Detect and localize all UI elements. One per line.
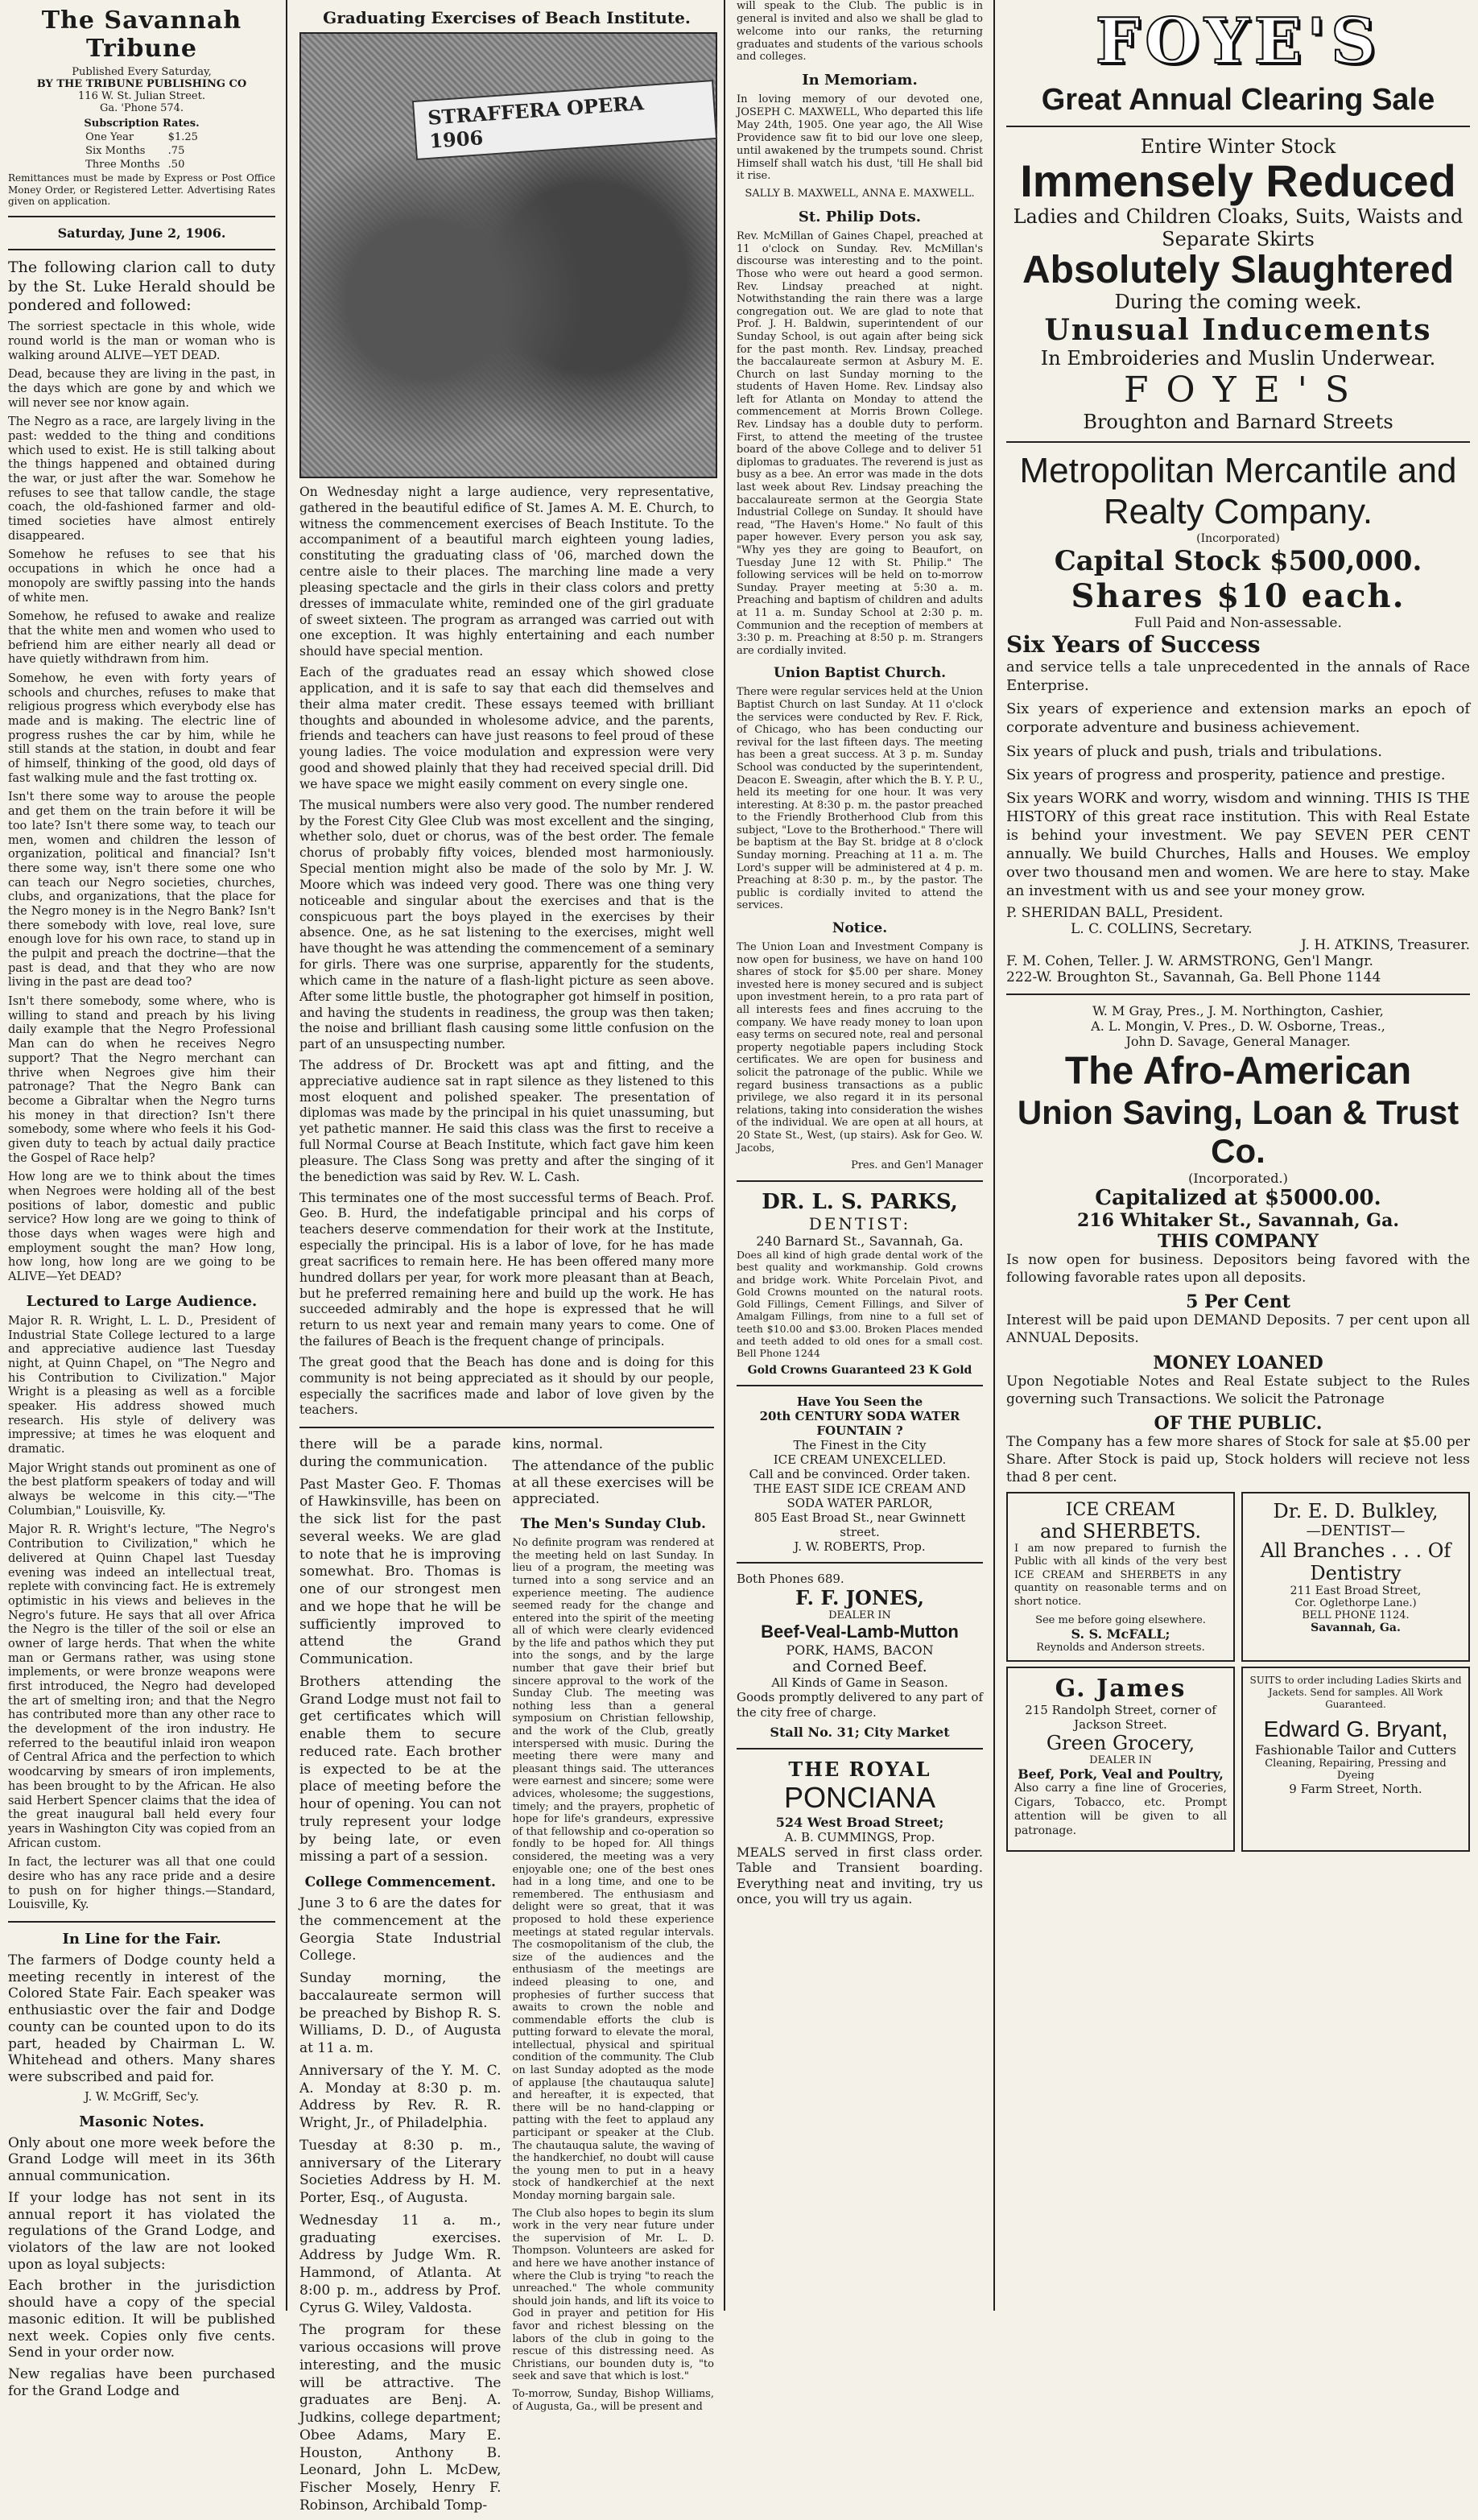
college-paragraph: The program for these various occasions will prove interesting, and the music will be attractive. The graduates are Benj. A. Judkins, college department; Obee Adams, Mary E. Houston, Anthony B. Leonard, John L. McDew, Fischer Mosely, Henry F. Robinson, Archibald Tomp- — [299, 2322, 502, 2514]
six-years-paragraph: and service tells a tale unprecedented in the annals of Race Enterprise. — [1006, 659, 1470, 695]
union-paragraph: There were regular services held at the Union Baptist Church on last Sunday. At 11 o'clock the services were conducted by Rev. F. Rick, of Chicago, who has been conducting our revival for the last fifteen days. The meeting has been a great success. At 3 p. m. Sunday School was conducted by the superintendent, Deacon E. Sweagin, after which the B. Y. P. U., held its meeting for one hour. It was very interesting. At 8:30 p. m. the pastor preached to the Friendly Brotherhood Club from this subject, "Love to the Brotherhood." There will be baptism at the Bay St. bridge at 8 o'clock Sunday morning. Preaching at 11 a. m. The Lord's supper will be administered at 4 p. m. Preaching at 8:30 p. m., by the pastor. The public is cordially invited to attend the services. — [737, 686, 983, 912]
clearing-sale: Great Annual Clearing Sale — [1041, 83, 1435, 117]
rate-label: Three Months — [85, 159, 160, 171]
dentist-address: 240 Barnard St., Savannah, Ga. — [756, 1233, 964, 1249]
foyes-logo: FOYE'S — [1095, 5, 1381, 78]
editorial-paragraph: Isn't there some way to arouse the people and get them on the train before it will be too late? Isn't there some way, to teach our men, women and children the lesson of organization, political and financial? Isn't there some way, isn't there some one who can teach our Negro societies, churches, clubs, and organizations, that the place for the Negro money is in the Negro Bank? Isn't there somebody with love, real love, sure enough love for his own race, to stand up in the pulpit and preach the doctrine—that the past is dead, and that they who are now living in the past are dead too? — [8, 791, 275, 989]
foyes-streets: Broughton and Barnard Streets — [1083, 411, 1393, 434]
rate-row — [82, 131, 201, 143]
of-the-public: OF THE PUBLIC. — [1154, 1413, 1323, 1435]
dentist-body: Does all kind of high grade dental work of the best quality and workmanship. Gold crowns and bridge work. White Porcelain Pivot, and Gold Crowns mounted on the natural roots. Gold Fillings, Cement Fillings, and Silver of Amalgam Fillings, from nine to a full set of teeth $10.00 and $3.00. Broken Places mended and teeth added to old ones for a small cost. Bell Phone 1244 — [737, 1249, 983, 1359]
royal-ad — [737, 1758, 983, 1907]
editorial-paragraph: Somehow he refuses to see that his occupations in which he once had a monopoly are swiftly passing into the hands of white men. — [8, 548, 275, 605]
dentist-ad — [737, 1190, 983, 1377]
soda-line: Call and be convinced. Order taken. — [749, 1467, 971, 1482]
six-years-paragraph: Six years of pluck and push, trials and tribulations. — [1006, 742, 1383, 760]
metropolitan-name: Metropolitan Mercantile and Realty Company. — [1019, 451, 1457, 531]
editorial-paragraph: The Negro as a race, are largely living in the past: wedded to the thing and conditions which used to exist. He is still talking about the things happened and obtained during the war, or just after the war. Somehow he refuses to see that tallow candle, the stage coach, the old-fashioned farmer and old-timed societies have almost entirely disappeared. — [8, 415, 275, 543]
mens-club-paragraph: No definite program was rendered at the meeting held on last Sunday. In lieu of a program, the meeting was turned into a song service and an experience meeting. The audience seemed ready for the change and entered into the spirit of the meeting all of which were clearly evidenced by the life and pathos which they put into the songs, and by the large number that gave their brief but sincere approval to the work of the Sunday Club. The meeting was nothing less than a general symposium on Christian fellowship, and the work of the Club, greatly interspersed with music. During the meeting there were many and pleasant things said. The utterances were earnest and sincere; some were advices, wholesome; the suggestions, timely; and the prayers, prophetic of hope for life's grandeurs, expressive of that fellowship and co-operation so fondly to be hoped for. All things considered, the meeting was a very enjoyable one; one of the best ones had in a long time, and one to be remembered. The enthusiasm and delight were so great, that it was proposed to hold these experience meetings at stated regular intervals. The cosmopolitanism of the club, the size of the audiences and the enthusiasm of the meetings are indeed pleasing to one, and prophesies of further success that awaits to crown the noble and commendable efforts the club is putting forward to elevate the moral, intellectual, physical and spiritual condition of the community. The Club on last Sunday adopted as the mode of applause [the chautauqua salute] and hereafter, it is expected, that there will be no hand-clapping or patting with the feet to applaud any participant or speaker at the Club. The chautauqua salute, the waving of the handkerchief, no doubt will cause the young men to put in a heavy stock of handkerchief at the next Monday morning bargain sale. — [512, 1537, 714, 2203]
dentist-guarantee: Gold Crowns Guaranteed 23 K Gold — [747, 1364, 972, 1378]
ice-cream-line: ICE CREAM — [1065, 1499, 1176, 1520]
bank-officers: W. M Gray, Pres., J. M. Northington, Cashier, — [1092, 1002, 1384, 1018]
editorial-paragraph: How long are we to think about the times when Negroes were holding all of the best positions of labor, domestic and public service? How long are we going to think of those days when wages were high and employment sought the man? How long, how long, how long are we going to be ALIVE—Yet DEAD? — [8, 1171, 275, 1284]
philip-paragraph: Rev. McMillan of Gaines Chapel, preached at 11 o'clock on Sunday. Rev. McMillan's discourse was interesting and to the point. Those who were out heard a good sermon. Rev. Lindsay preached at night. Notwithstanding the rain there was a large congregation out. We are glad to note that Prof. J. H. Baldwin, superintendent of our Sunday School, is out again after being sick for the past month. Rev. Lindsay, preached the baccalaureate sermon at Asbury M. E. Church on last Sunday morning to the students of Haven Home. Rev. Lindsay also left for Atlanta on Monday to attend the commencement at Morris Brown College. Rev. Lindsay has a double duty to perform. First, to attend the meeting of the trustee board of the above College and to deliver 51 diplomas to graduates. The reverend is just as busy as a bee. An error was made in the dots last week about Rev. Lindsay preaching the baccalaureate sermon at the Georgia State Industrial College on Sunday. It should have read, "The Haven's Home." No fault of this paper however. Every person you ask say, "Why yes they are going to Beaufort, on Tuesday June 12 with St. Philip." The following services will be held on to-morrow Sunday. Prayer meeting at 5:30 a. m. Preaching and baptism of children and adults at 11 a. m. Sunday School at 2:30 p. m. Communion and the reception of members at 3:30 p. m. Preaching at 8:50 p. m. Strangers are cordially invited. — [737, 230, 983, 657]
club-continuation: will speak to the Club. The public is in general is invited and also we shall be glad to welcome into our ranks, the returning graduates and students of the various schools and colleges. — [737, 0, 983, 64]
notice-headline: Notice. — [832, 920, 888, 937]
officer-line: F. M. Cohen, Teller. J. W. ARMSTRONG, Gen'l Mangr. — [1006, 952, 1373, 969]
column-2 — [291, 0, 722, 2514]
masonic-paragraph: New regalias have been purchased for the Grand Lodge and — [8, 2366, 275, 2399]
bank-paragraph: The Company has a few more shares of Stock for sale at $5.00 per Share. After Stock is paid up, Stock holders will recieve not less thad 8 per cent. — [1006, 1434, 1470, 1485]
graduating-class-photo — [299, 32, 717, 478]
mens-club-headline: The Men's Sunday Club. — [520, 1516, 706, 1533]
bryant-ad — [1241, 1667, 1470, 1853]
six-years-title: Six Years of Success — [1006, 631, 1261, 659]
memoriam-paragraph: In loving memory of our devoted one, JOSEPH C. MAXWELL, Who departed this life May 24th, 1905. One year ago, the All Wise Providence saw fit to bid our love one sleep, until awakened by the trumpets sound. Christ Himself shall watch his dust, 'till He shall bid it rise. — [737, 93, 983, 183]
column-rule — [724, 0, 725, 2311]
bulkley-line: Savannah, Ga. — [1311, 1621, 1401, 1634]
soda-line: J. W. ROBERTS, Prop. — [794, 1539, 926, 1555]
metropolitan-ad — [1006, 451, 1470, 631]
capitalized: Capitalized at $5000.00. — [1095, 1185, 1381, 1210]
bank-officers: John D. Savage, General Manager. — [1125, 1033, 1351, 1049]
college-paragraph: The attendance of the public at all these exercises will be appreciated. — [512, 1457, 714, 1508]
slaughtered: Absolutely Slaughtered — [1022, 248, 1455, 291]
afro-american-ad — [1006, 1003, 1470, 1487]
officer-line: 222-W. Broughton St., Savannah, Ga. Bell Phone 1144 — [1006, 969, 1381, 985]
fair-paragraph: The farmers of Dodge county held a meeting recently in interest of the Colored State Fair. Each speaker was enthusiastic over the fair and Dodge county can be counted upon to do its part, headed by Chairman L. W. Whitehead and others. Many shares were subscribed and paid for. — [8, 1952, 275, 2086]
memoriam-headline: In Memoriam. — [802, 72, 918, 89]
beach-paragraph: Each of the graduates read an essay which showed close application, and it is safe to say that each did themselves and their alma mater credit. These essays teemed with brilliant thoughts and abounded in wholesome advice, and the parents, friends and teachers can have just reasons to feel proud of these young ladies. The voice modulation and expression were very good and showed plainly that they had received special drill. Did we have space we might easily comment on every single one. — [299, 665, 714, 791]
lecture-paragraph: Major Wright stands out prominent as one of the best platform speakers of today and will always be welcome in this city.—"The Columbian," Louisville, Ky. — [8, 1461, 275, 1518]
jones-line: and Corned Beef. — [792, 1658, 927, 1676]
money-loaned: MONEY LOANED — [1153, 1352, 1323, 1374]
beach-paragraph: The musical numbers were also very good. The number rendered by the Forest City Glee Club was most excellent and the singing, whether solo, duet or chorus, was of the best order. The female chorus of probably fifty voices, blended most harmoniously. Special mention might also be made of the solo by Mr. J. W. Moore which was indeed very good. There was one thing very noticeable and singular about the exercises and that is the conspicuous part the boys played in the exercises by their absence. One, as he sat listening to the exercises, might well have thought he was attending the commencement of a seminary for girls. There was one surprise, apparently for the students, which came in the nature of a flash-light picture as seen above. After some little bustle, the photographer got himself in position, and having the students in readiness, the group was then taken; the noise and brilliant flash causing some little confusion on the part of an unsuspecting number. — [299, 797, 714, 1052]
both-phones: Both Phones 689. — [737, 1572, 844, 1587]
college-headline: College Commencement. — [304, 1874, 496, 1891]
bulkley-line: 211 East Broad Street, — [1290, 1584, 1422, 1597]
publisher-line: Ga. 'Phone 574. — [99, 102, 184, 114]
bulkley-ad — [1241, 1492, 1470, 1662]
union-saving-title: Union Saving, Loan & Trust Co. — [1017, 1093, 1459, 1170]
college-paragraph: June 3 to 6 are the dates for the commencement at the Georgia State Industrial College. — [299, 1895, 502, 1964]
beach-paragraph: The address of Dr. Brockett was apt and fitting, and the appreciative audience sat in rapt silence as they listened to this most eloquent and polished speaker. The presentation of diplomas was made by the principal in his quiet unassuming, but yet pathetic manner. He said this class was the first to receive a full Normal Course at Beach Institute, which fact gave him keen pleasure. The Class Song was pretty and after the singing of it the benediction was said by Rev. W. L. Cash. — [299, 1057, 714, 1184]
lecture-paragraph: In fact, the lecturer was all that one could desire who has any race pride and a desire to push on for higher things.—Standard, Louisville, Ky. — [8, 1856, 275, 1912]
fair-headline: In Line for the Fair. — [62, 1931, 221, 1948]
bryant-line: SUITS to order including Ladies Skirts and Jackets. Send for samples. All Work Guaranteed. — [1249, 1674, 1462, 1711]
afro-american-title: The Afro-American — [1064, 1049, 1412, 1093]
bryant-line: Fashionable Tailor and Cutters — [1254, 1741, 1457, 1758]
capital-stock: Capital Stock $500,000. — [1054, 545, 1422, 578]
six-years-paragraph: Six years of experience and extension marks an epoch of corporate adventure and business achievement. — [1006, 700, 1470, 737]
jones-ad — [737, 1586, 983, 1740]
bulkley-line: —DENTIST— — [1306, 1522, 1406, 1539]
masthead: The Savannah Tribune — [41, 6, 242, 63]
foyes-name: F O Y E ' S — [1124, 370, 1352, 411]
rate-value: $1.25 — [167, 131, 198, 143]
college-paragraph: Sunday morning, the baccalaureate sermon will be preached by Bishop R. S. Williams, D. D., of Augusta at 11 a. m. — [299, 1970, 502, 2057]
mens-club-paragraph: To-morrow, Sunday, Bishop Williams, of Augusta, Ga., will be present and — [512, 2387, 714, 2413]
column-rule — [993, 0, 995, 2311]
incorporated: (Incorporated) — [1196, 532, 1280, 546]
publisher-line: Published Every Saturday, — [72, 66, 212, 78]
bottom-ads — [1006, 1492, 1470, 1662]
notice-paragraph: The Union Loan and Investment Company is now open for business, we have on hand 100 shares of stock for $5.00 per share. Money invested here is money secured and is subject upon investment herein, to a pro rata part of all interests fees and fines accruing to the company. We have ready money to loan upon easy terms on secured note, real and personal property negotiable papers including Stock certificates. We are open for business and solicit the patronage of the public. While we regard business transactions as a public privilege, we also regard it in its personal relations, taking into consideration the wishes of the individual. We are open at all hours, at 20 State St., West, (up stairs). Ask for Geo. W. Jacobs, — [737, 941, 984, 1155]
bulkley-line: Dr. E. D. Bulkley, — [1273, 1499, 1439, 1522]
lower-section — [299, 1436, 714, 2520]
masonic-continuation — [299, 1436, 502, 2520]
ladies-line: Ladies and Children Cloaks, Suits, Waists and Separate Skirts — [1013, 204, 1464, 250]
college-paragraph: Tuesday at 8:30 p. m., anniversary of the Literary Societies Address by H. M. Porter, Esq., of Augusta. — [299, 2137, 502, 2207]
james-line: G. James — [1055, 1674, 1187, 1703]
masonic-paragraph: Only about one more week before the Grand Lodge will meet in its 36th annual communication. — [8, 2134, 275, 2185]
lecture-paragraph: Major R. R. Wright's lecture, "The Negro's Contribution to Civilization," which he delivered at Quinn Chapel last Tuesday evening was indeed an intellectual treat, replete with convincing fact. He is extremely optimistic in his views and believes in the Negro's future. He says that all over Africa the Negro is the tiller of the soil or else an owner of large herds. That when the white man or Germans rather, was using stone implements, or were bronze weapons were first introduced, the Negro had developed the art of smelting iron; and that the Negro has contributed more than any other race to the development of the iron industry. He referred to the beautiful inlaid iron weapon of Central Africa and the perfection to which woodcarving by smears of iron implements, has been brought to by the African. He also said Herbert Spencer claims that the idea of the great inaugural ball held every four years in Washington City was copied from an African custom. — [8, 1523, 275, 1850]
during-week: During the coming week. — [1114, 291, 1362, 314]
officer-line: J. H. ATKINS, Treasurer. — [1301, 936, 1470, 953]
bank-officers: A. L. Mongin, V. Pres., D. W. Osborne, Treas., — [1091, 1018, 1385, 1034]
royal-line: THE ROYAL — [788, 1757, 931, 1781]
soda-line: 20th CENTURY SODA WATER FOUNTAIN ? — [759, 1409, 960, 1439]
james-line: Beef, Pork, Veal and Poultry, — [1018, 1766, 1224, 1782]
jones-meats: Beef-Veal-Lamb-Mutton — [761, 1621, 959, 1642]
philip-headline: St. Philip Dots. — [798, 209, 922, 226]
six-years-paragraph: Six years of progress and prosperity, patience and prestige. — [1006, 766, 1446, 783]
issue-date: Saturday, June 2, 1906. — [57, 225, 226, 241]
beach-paragraph: On Wednesday night a large audience, very representative, gathered in the beautiful edifice of St. James A. M. E. Church, to witness the commencement exercises of Beach Institute. To the accompaniment of a beautiful march eighteen young ladies, constituting the graduating class of '06, marched down the centre aisle to their places. The marching line made a very pleasing spectacle and the girls in their class colors and pretty dresses of immaculate white, reminded one of the girl graduate of sweet sixteen. The program as arranged was carried out with one exception. It was highly entertaining and each number should have special mention. — [299, 485, 714, 659]
notice-signature: Pres. and Gen'l Manager — [851, 1159, 983, 1172]
college-paragraph: Anniversary of the Y. M. C. A. Monday at 8:30 p. m. Address by Rev. R. R. Wright, Jr., of Philadelphia. — [299, 2062, 502, 2132]
winter-stock: Entire Winter Stock — [1140, 135, 1336, 158]
beach-headline: Graduating Exercises of Beach Institute. — [323, 8, 691, 27]
masonic-paragraph: Each brother in the jurisdiction should have a copy of the special masonic edition. It will be published next week. Copies only five cents. Send in your order now. — [8, 2278, 275, 2361]
rate-value: .75 — [167, 145, 185, 157]
column-3 — [729, 0, 991, 2311]
royal-line: A. B. CUMMINGS, Prop. — [784, 1829, 935, 1845]
rate-row — [82, 159, 201, 171]
mens-club-column — [513, 1436, 715, 2520]
bulkley-line: Cor. Oglethorpe Lane.) — [1294, 1597, 1417, 1609]
publisher-line: BY THE TRIBUNE PUBLISHING CO — [36, 78, 247, 90]
rate-label: One Year — [85, 131, 134, 143]
mens-club-paragraph: The Club also hopes to begin its slum work in the very near future under the supervision of Mr. L. D. Thompson. Volunteers are asked for and here we have another instance of where the Club is trying "to reach the unreached." The whole community should join hands, and lift its voice to God in prayer and petition for His favor and richest blessing on the labors of the club in going to the rescue of this distressing need. As Christians, our bounden duty is, "to seek and save that which is lost." — [512, 2207, 714, 2383]
embroideries: In Embroideries and Muslin Underwear. — [1040, 347, 1436, 370]
james-line: Green Grocery, — [1046, 1731, 1195, 1754]
rate-value: .50 — [167, 159, 185, 171]
lecture-paragraph: Major R. R. Wright, L. L. D., President of Industrial State College lectured to a large and appreciative audience last Tuesday night, at Quinn Chapel, on "The Negro and his Contribution to Civilization." Major Wright is a pleasing as well as a forcible speaker. His address showed much research. His style of delivery was impressive; at times he was eloquent and dramatic. — [8, 1314, 275, 1456]
dentist-title: DENTIST: — [808, 1214, 911, 1233]
editorial-paragraph: The sorriest spectacle in this whole, wide round world is the man or woman who is walking around ALIVE—YET DEAD. — [8, 320, 275, 362]
whitaker-address: 216 Whitaker St., Savannah, Ga. — [1076, 1209, 1400, 1231]
soda-line: The Finest in the City — [793, 1438, 927, 1453]
soda-line: 805 East Broad St., near Gwinnett street. — [753, 1510, 966, 1540]
publisher-line: 116 W. St. Julian Street. — [78, 90, 205, 102]
rates-title: Subscription Rates. — [84, 118, 200, 130]
college-paragraph: Wednesday 11 a. m., graduating exercises. Address by Judge Wm. R. Hammond, of Atlanta. At 8:00 p. m., address by Prof. Cyrus G. Wiley, Valdosta. — [299, 2212, 502, 2316]
six-years-paragraph: Six years WORK and worry, wisdom and winning. THIS IS THE HISTORY of this great race institution. This with Real Estate is behind your investment. We pay SEVEN PER CENT annually. We build Churches, Halls and Houses. We employ over two thousand men and women. We are here to stay. Make an investment with us and see your money grow. — [1006, 789, 1470, 899]
this-company: THIS COMPANY — [1158, 1230, 1319, 1252]
college-paragraph: kins, normal. — [512, 1436, 604, 1453]
soda-line: ICE CREAM UNEXCELLED. — [773, 1452, 947, 1468]
officer-line: P. SHERIDAN BALL, President. — [1006, 904, 1224, 921]
ice-cream-line: See me before going elsewhere. — [1035, 1613, 1206, 1626]
column-4 — [998, 0, 1478, 2311]
jones-line: Goods promptly delivered to any part of the city free of charge. — [737, 1690, 983, 1720]
bank-paragraph: Is now open for business. Depositors being favored with the following favorable rates upon all deposits. — [1006, 1251, 1470, 1286]
lecture-headline: Lectured to Large Audience. — [26, 1292, 258, 1310]
ice-cream-line: Reynolds and Anderson streets. — [1036, 1641, 1205, 1654]
ice-cream-line: S. S. McFALL; — [1071, 1626, 1170, 1642]
jones-line: All Kinds of Game in Season. — [771, 1675, 948, 1691]
ice-cream-ad — [1006, 1492, 1235, 1662]
officer-line: L. C. COLLINS, Secretary. — [1071, 920, 1253, 937]
royal-name: PONCIANA — [783, 1780, 936, 1814]
foyes-ad — [1006, 5, 1470, 433]
royal-line: MEALS served in first class order. Table and Transient boarding. Everything neat and inviting, try us once, you will try us again. — [737, 1844, 983, 1907]
masonic-headline: Masonic Notes. — [79, 2113, 204, 2130]
james-line: DEALER IN — [1089, 1754, 1152, 1766]
shares-price: Shares $10 each. — [1071, 577, 1406, 616]
rates-note: Remittances must be made by Express or Post Office Money Order, or Registered Letter. Advertising Rates given on application. — [8, 172, 275, 208]
bank-paragraph: Interest will be paid upon DEMAND Deposits. 7 per cent upon all ANNUAL Deposits. — [1006, 1312, 1470, 1346]
editorial-lead: The following clarion call to duty by the St. Luke Herald should be pondered and followed: — [8, 258, 275, 315]
masonic-paragraph: Brothers attending the Grand Lodge must not fail to get certificates which will enable them to secure reduced rate. Each brother is expected to be at the place of meeting before the hour of opening. You can not truly represent your lodge by being late, or even missing a part of a session. — [299, 1673, 502, 1865]
soda-ad — [737, 1394, 983, 1554]
rate-row — [82, 145, 201, 157]
beach-paragraph: This terminates one of the most successful terms of Beach. Prof. Geo. B. Hurd, the indefatigable principal and his corps of teachers deserve commendation for their work at the Institute, especially the principal. His is a labor of love, for he has made great sacrifices to remain here. He has been offered many more hundred dollars per year, for work more pleasant than at Beach, but he preferred remaining here and build up the work. He has succeeded admirably and the hope is expressed that he will return to us next year and remain many years to come. One of the failures of Beach is the frequent change of principals. — [299, 1190, 714, 1349]
bryant-line: Cleaning, Repairing, Pressing and Dyeing — [1265, 1757, 1447, 1782]
ice-cream-body: I am now prepared to furnish the Public with all kinds of the very best ICE CREAM and SHERBETS in any quantity on reasonable terms and on short notice. — [1014, 1542, 1227, 1608]
james-ad — [1006, 1667, 1235, 1853]
masonic-paragraph: Past Master Geo. F. Thomas of Hawkinsville, has been on the sick list for the past several weeks. We are glad to note that he is improving somewhat. Bro. Thomas is one of our strongest men and we hope that he will be sufficiently improved to attend the Grand Communication. — [299, 1476, 502, 1668]
editorial-paragraph: Somehow, he even with forty years of schools and churches, refuses to make that religious progress which everybody else has made and is making. The electric line of progress rushes the car by him, while he still stands at the station, in doubt and fear of himself, thinking of the good, old days of fast walking mule and the fast trotting ox. — [8, 671, 275, 785]
jones-line: PORK, HAMS, BACON — [786, 1642, 934, 1659]
bryant-name: Edward G. Bryant, — [1263, 1716, 1448, 1741]
incorporated: (Incorporated.) — [1188, 1170, 1288, 1186]
james-line: Also carry a fine line of Groceries, Cigars, Tobacco, etc. Prompt attention will be given to all patronage. — [1014, 1781, 1227, 1838]
union-headline: Union Baptist Church. — [773, 665, 947, 682]
full-paid: Full Paid and Non-assessable. — [1134, 615, 1342, 632]
fair-signature: J. W. McGriff, Sec'y. — [84, 2090, 200, 2104]
masonic-paragraph: If your lodge has not sent in its annual report it has violated the regulations of the Grand Lodge, and violators of the law are not looked upon as loyal subjects: — [8, 2189, 275, 2273]
bryant-line: 9 Farm Street, North. — [1289, 1781, 1422, 1796]
soda-line: Have You Seen the — [796, 1394, 923, 1410]
unusual-inducements: Unusual Inducements — [1044, 313, 1432, 348]
column-rule — [286, 0, 287, 2311]
editorial-paragraph: Dead, because they are living in the past, in the days which are gone by and which we will never see nor know again. — [8, 368, 275, 410]
beach-paragraph: The great good that the Beach has done and is doing for this community is not being appreciated as it should by our people, especially the sacrifices made and labor of love given by the teachers. — [299, 1354, 714, 1418]
james-line: 215 Randolph Street, corner of Jackson Street. — [1025, 1702, 1216, 1732]
rates-table — [81, 130, 203, 172]
bulkley-line: BELL PHONE 1124. — [1302, 1609, 1410, 1621]
masonic-paragraph: there will be a parade during the communication. — [299, 1436, 502, 1470]
five-percent: 5 Per Cent — [1186, 1291, 1290, 1313]
jones-name: F. F. JONES, — [795, 1586, 924, 1610]
jones-dealer: DEALER IN — [828, 1609, 891, 1622]
photo-banner: STRAFFERA OPERA 1906 — [412, 80, 717, 160]
jones-stall: Stall No. 31; City Market — [770, 1724, 950, 1740]
bank-paragraph: Upon Negotiable Notes and Real Estate subject to the Rules governing such Transactions. We solicit the Patronage — [1006, 1373, 1470, 1407]
bulkley-line: All Branches . . . Of Dentistry — [1260, 1539, 1451, 1584]
editorial-paragraph: Isn't there somebody, some where, who is willing to stand and preach by his living daily example that the Negro Professional Man can do when he receives Negro support? That the Negro merchant can thrive when Negroes give him their patronage? That the Negro Bank can become a Gibraltar when the Negro turns his money in that direction? Isn't there somebody, some where who feels it his God-given duty to teach by actual daily practice the Gospel of Race help? — [8, 995, 275, 1165]
royal-line: 524 West Broad Street; — [775, 1814, 944, 1830]
dentist-name: DR. L. S. PARKS, — [762, 1190, 958, 1214]
column-1 — [0, 0, 283, 2399]
bottom-ads — [1006, 1662, 1470, 1853]
memoriam-signature: SALLY B. MAXWELL, ANNA E. MAXWELL. — [745, 188, 975, 200]
ice-cream-line: and SHERBETS. — [1039, 1519, 1202, 1543]
editorial-paragraph: Somehow, he refused to awake and realize that the white men and women who used to befriend him are either nearly all dead or have quietly withdrawn from him. — [8, 610, 275, 667]
soda-line: THE EAST SIDE ICE CREAM AND SODA WATER PARLOR, — [753, 1481, 966, 1511]
immensely-reduced: Immensely Reduced — [1020, 155, 1456, 206]
rate-label: Six Months — [85, 145, 146, 157]
